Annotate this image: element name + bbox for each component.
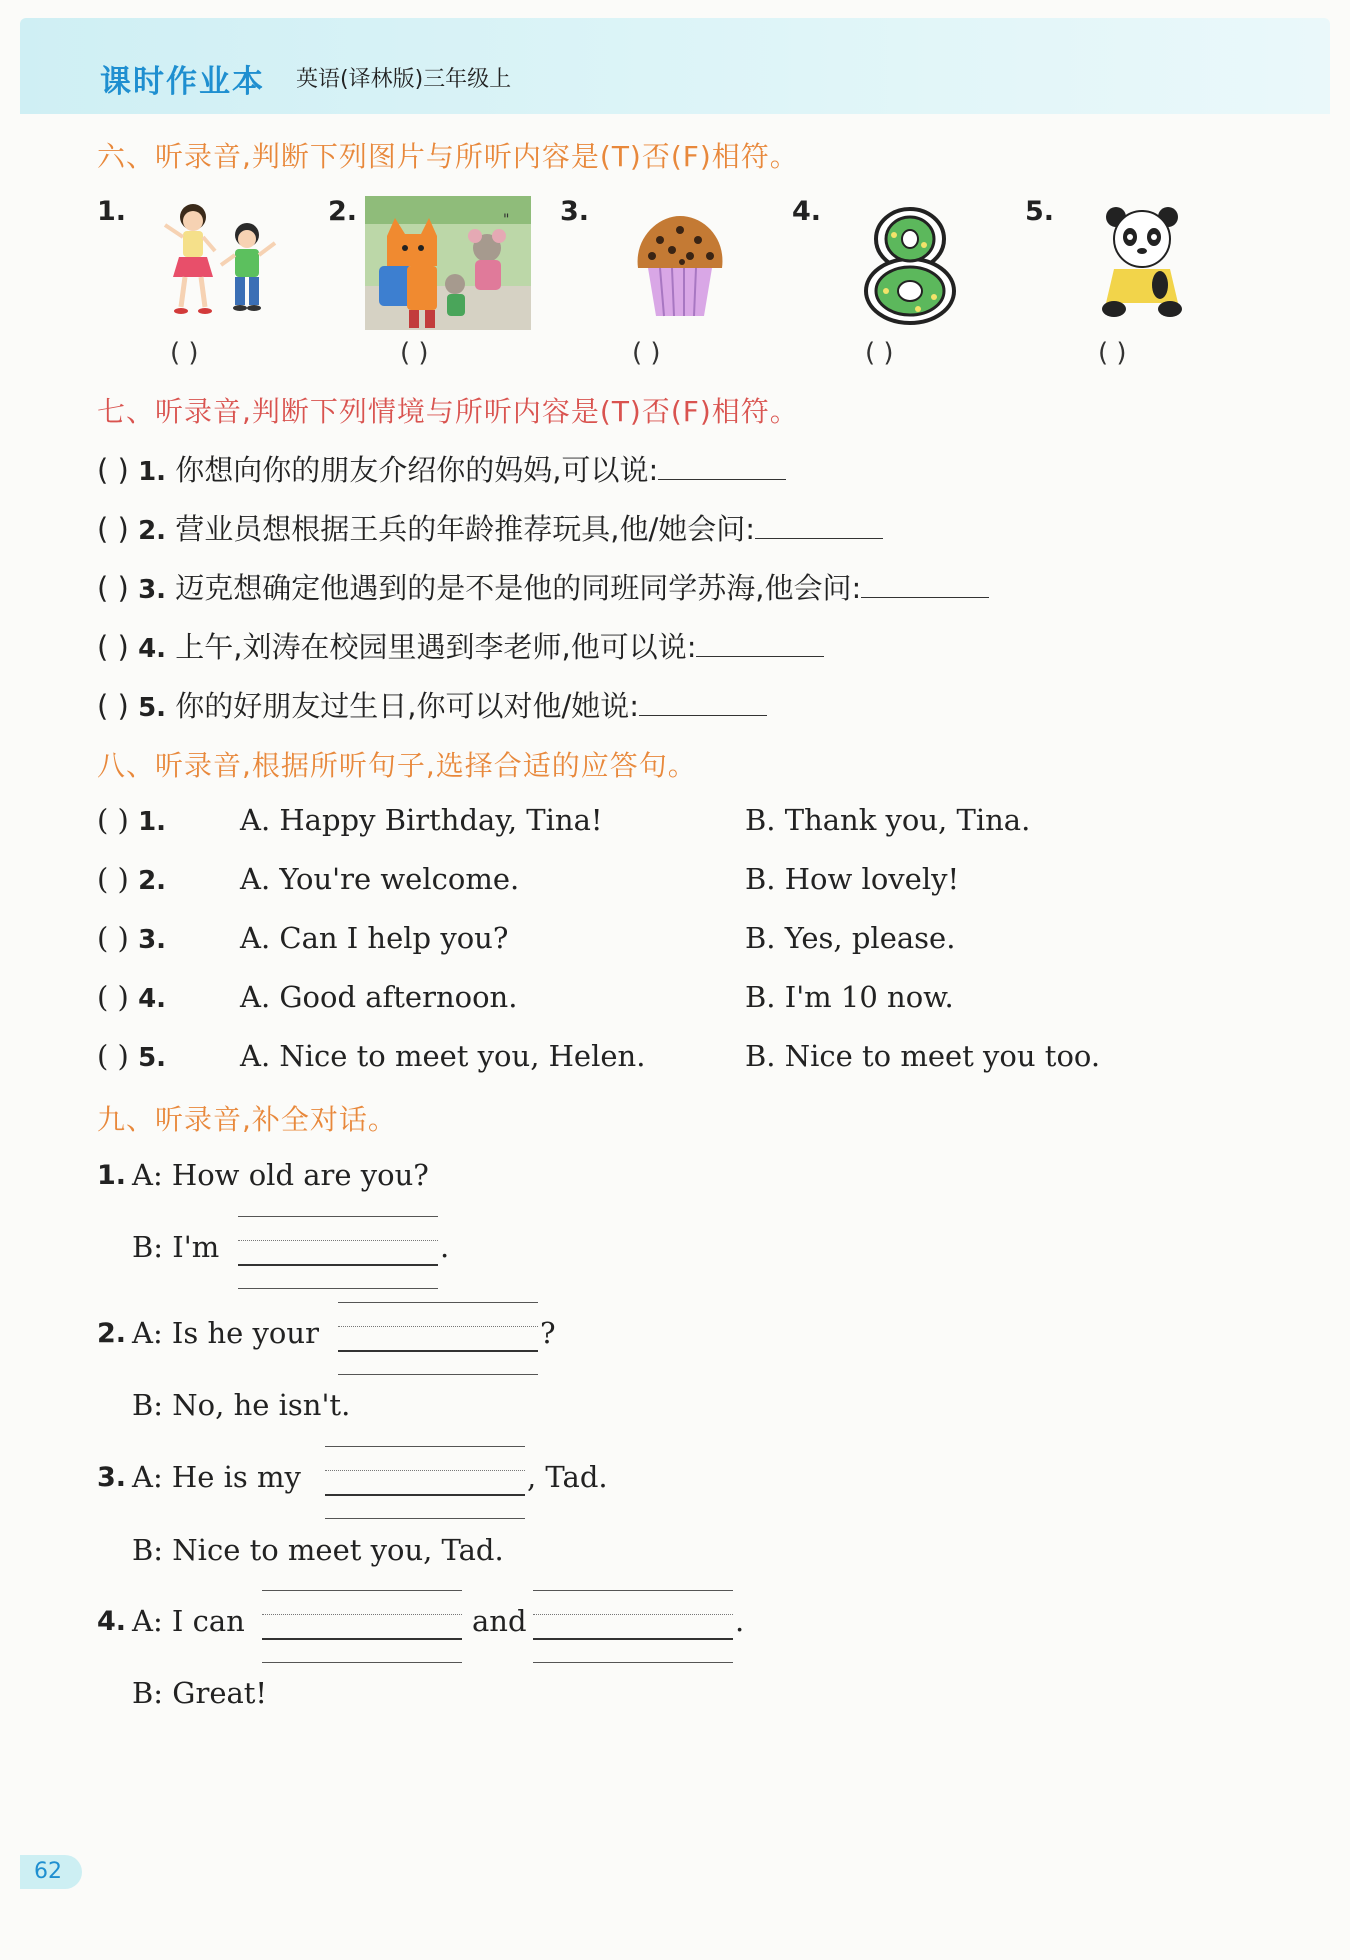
s8-q5-answer-paren[interactable]: ( ) bbox=[97, 1039, 129, 1073]
s8-q4-answer-paren[interactable]: ( ) bbox=[97, 980, 129, 1014]
s8-question-2 bbox=[97, 862, 166, 896]
s6-item-2-number: 2. bbox=[328, 196, 358, 227]
s9-d3-number: 3. bbox=[97, 1462, 127, 1493]
s9-d3-line-a-start: A: He is my bbox=[132, 1460, 301, 1494]
s8-q2-option-b: B. How lovely! bbox=[745, 862, 960, 896]
s6-item-4-number: 4. bbox=[792, 196, 822, 227]
s7-q1-answer-paren[interactable]: ( ) bbox=[97, 453, 129, 487]
s9-d3-line-b: B: Nice to meet you, Tad. bbox=[132, 1533, 504, 1567]
s7-q4-answer-paren[interactable]: ( ) bbox=[97, 630, 129, 664]
s9-d2-line-a-end: ? bbox=[540, 1316, 556, 1350]
s6-item-3-number: 3. bbox=[560, 196, 590, 227]
s7-q4-number: 4. bbox=[138, 634, 167, 664]
s8-question-1 bbox=[97, 803, 166, 837]
s7-question-3 bbox=[97, 566, 989, 607]
s9-d3-line-a-end: , Tad. bbox=[527, 1460, 608, 1494]
s8-q1-number: 1. bbox=[138, 807, 167, 837]
svg-text:": " bbox=[503, 212, 510, 228]
s9-d4-line-a-end: . bbox=[735, 1604, 745, 1638]
s9-d2-writing-line[interactable] bbox=[338, 1302, 538, 1374]
s6-item-2-answer[interactable]: ( ) bbox=[400, 338, 429, 368]
page-number: 62 bbox=[20, 1855, 82, 1889]
panda-icon bbox=[1098, 205, 1188, 320]
brand-title: 课时作业本 bbox=[100, 64, 265, 100]
s7-q4-text: 上午,刘涛在校园里遇到李老师,他可以说: bbox=[175, 630, 697, 664]
s7-q5-blank[interactable] bbox=[639, 685, 767, 716]
s7-q3-blank[interactable] bbox=[861, 567, 989, 598]
s9-d4-line-a-mid: and bbox=[472, 1604, 527, 1638]
s8-question-3 bbox=[97, 921, 166, 955]
s9-d4-writing-line-2[interactable] bbox=[533, 1590, 733, 1662]
s9-d1-line-b-start: B: I'm bbox=[132, 1230, 220, 1264]
s7-question-4 bbox=[97, 625, 824, 666]
s9-d1-line-b-end: . bbox=[440, 1230, 450, 1264]
section-6-title: 六、听录音,判断下列图片与所听内容是(T)否(F)相符。 bbox=[97, 140, 799, 173]
s7-q5-answer-paren[interactable]: ( ) bbox=[97, 689, 129, 723]
s8-q2-answer-paren[interactable]: ( ) bbox=[97, 862, 129, 896]
s9-d2-line-a-start: A: Is he your bbox=[132, 1316, 319, 1350]
s9-d4-writing-line-1[interactable] bbox=[262, 1590, 462, 1662]
section-9-title: 九、听录音,补全对话。 bbox=[97, 1103, 397, 1136]
s9-d4-line-a-start: A: I can bbox=[132, 1604, 245, 1638]
s7-q2-blank[interactable] bbox=[755, 508, 883, 539]
s6-item-1-number: 1. bbox=[97, 196, 127, 227]
s8-q2-number: 2. bbox=[138, 866, 167, 896]
s8-q5-option-a: A. Nice to meet you, Helen. bbox=[240, 1039, 646, 1073]
s7-q1-blank[interactable] bbox=[658, 449, 786, 480]
section-7-title: 七、听录音,判断下列情境与所听内容是(T)否(F)相符。 bbox=[97, 395, 799, 428]
s7-q4-blank[interactable] bbox=[696, 626, 824, 657]
s9-d1-number: 1. bbox=[97, 1160, 127, 1191]
s9-d3-writing-line[interactable] bbox=[325, 1446, 525, 1518]
s6-item-1-answer[interactable]: ( ) bbox=[170, 338, 199, 368]
s7-q5-number: 5. bbox=[138, 693, 167, 723]
s7-question-2 bbox=[97, 507, 883, 548]
number-eight-icon bbox=[858, 205, 962, 327]
s8-question-4 bbox=[97, 980, 166, 1014]
s6-item-3-answer[interactable]: ( ) bbox=[632, 338, 661, 368]
s8-q3-number: 3. bbox=[138, 925, 167, 955]
s8-q5-option-b: B. Nice to meet you too. bbox=[745, 1039, 1101, 1073]
cat-and-mouse-scene-icon bbox=[365, 196, 531, 330]
s6-item-4-answer[interactable]: ( ) bbox=[865, 338, 894, 368]
s7-q1-text: 你想向你的朋友介绍你的妈妈,可以说: bbox=[175, 453, 659, 487]
s9-d1-line-a: A: How old are you? bbox=[132, 1158, 429, 1192]
s7-q2-text: 营业员想根据王兵的年龄推荐玩具,他/她会问: bbox=[175, 512, 756, 546]
s7-question-5 bbox=[97, 684, 767, 725]
s8-question-5 bbox=[97, 1039, 166, 1073]
s8-q3-answer-paren[interactable]: ( ) bbox=[97, 921, 129, 955]
s8-q1-option-a: A. Happy Birthday, Tina! bbox=[240, 803, 603, 837]
s6-item-5-number: 5. bbox=[1025, 196, 1055, 227]
s7-q5-text: 你的好朋友过生日,你可以对他/她说: bbox=[175, 689, 640, 723]
s9-d4-line-b: B: Great! bbox=[132, 1676, 268, 1710]
s7-question-1 bbox=[97, 448, 786, 489]
s7-q3-text: 迈克想确定他遇到的是不是他的同班同学苏海,他会问: bbox=[175, 571, 862, 605]
s8-q3-option-b: B. Yes, please. bbox=[745, 921, 956, 955]
s9-d1-writing-line[interactable] bbox=[238, 1216, 438, 1288]
subject-title: 英语(译林版)三年级上 bbox=[296, 67, 512, 92]
s8-q2-option-a: A. You're welcome. bbox=[240, 862, 520, 896]
s9-d2-number: 2. bbox=[97, 1318, 127, 1349]
s9-d4-number: 4. bbox=[97, 1606, 127, 1637]
s8-q4-option-b: B. I'm 10 now. bbox=[745, 980, 954, 1014]
s8-q5-number: 5. bbox=[138, 1043, 167, 1073]
s8-q4-number: 4. bbox=[138, 984, 167, 1014]
s7-q3-number: 3. bbox=[138, 575, 167, 605]
s8-q3-option-a: A. Can I help you? bbox=[240, 921, 509, 955]
muffin-icon bbox=[630, 210, 730, 320]
s9-d2-line-b: B: No, he isn't. bbox=[132, 1388, 351, 1422]
s8-q4-option-a: A. Good afternoon. bbox=[240, 980, 518, 1014]
s8-q1-answer-paren[interactable]: ( ) bbox=[97, 803, 129, 837]
s7-q1-number: 1. bbox=[138, 457, 167, 487]
s7-q3-answer-paren[interactable]: ( ) bbox=[97, 571, 129, 605]
s7-q2-number: 2. bbox=[138, 516, 167, 546]
s7-q2-answer-paren[interactable]: ( ) bbox=[97, 512, 129, 546]
s8-q1-option-b: B. Thank you, Tina. bbox=[745, 803, 1031, 837]
s6-item-5-answer[interactable]: ( ) bbox=[1098, 338, 1127, 368]
section-8-title: 八、听录音,根据所听句子,选择合适的应答句。 bbox=[97, 749, 697, 782]
kids-waving-icon bbox=[155, 195, 280, 330]
